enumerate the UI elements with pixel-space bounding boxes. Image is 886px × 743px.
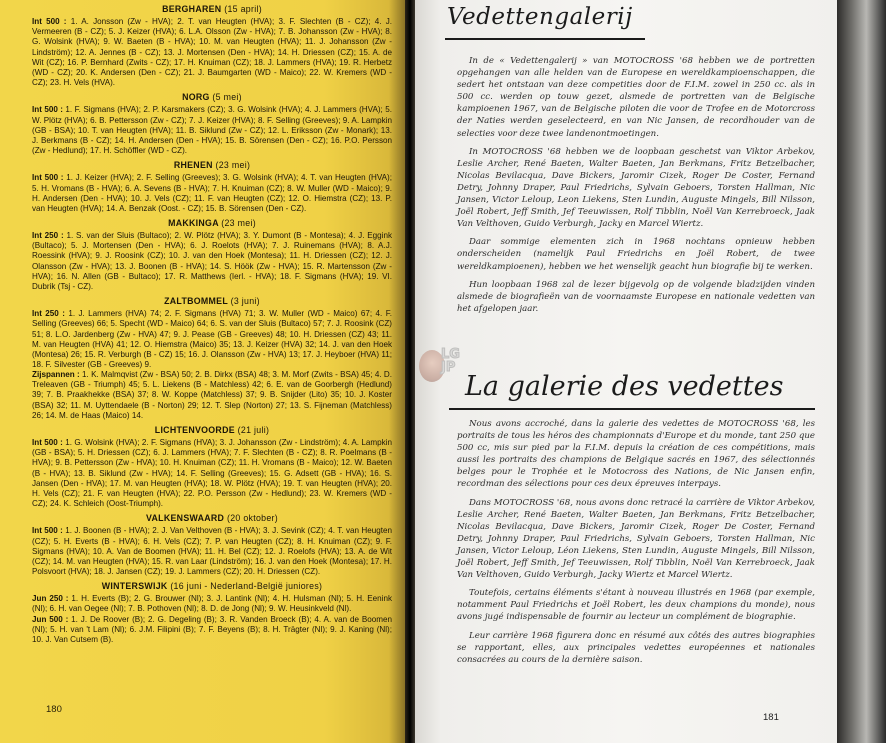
race-section [32, 160, 392, 214]
race-venue: NORG [182, 92, 210, 103]
race-venue: WINTERSWIJK [101, 581, 168, 592]
body-dutch [457, 55, 815, 321]
body-paragraph: Dans MOTOCROSS '68, nous avons donc retracé la carrière de Viktor Arbekov, Leslie Archer, René Baeten, Walter Baeten, Jan Berkmans, Fritz Betzelbacher, Nicolas Bevilacqua, Dave Bickers, Jaromir Cizek, Roger De Coster, Fernand Detry, Johnny Draper, Paul Friedrichs, Sylvain Geboers, Torsten Hallman, Nic Jansen, Victor Leloup, Léon Liekens, Sten Lundin, Auguste Mingels, Bill Nilsson, Joël Robert, Jeff Smith, Jef Teeuwissen, Rolf Tibblin, Noël Van Kerrebroeck, Jaak Van Velthoven, Guido Verburgh, Jacky Wiertz et Marcel Wiertz. [457, 497, 815, 581]
race-heading [32, 513, 392, 523]
race-date: (23 mei) [221, 217, 256, 228]
race-date: (21 juli) [237, 424, 270, 435]
result-text: 1. A. Jonsson (Zw - HVA); 2. T. van Heugten (HVA); 3. F. Slechten (B - CZ); 4. J. Vermeeren (B - CZ); 5. J. Keizer (HVA); 6. L.A. Olsson (Zw - HVA); 7. B. Johansson (Zw - HVA); 8. G. Wolsink (HVA); 9. W. Baeten (B - HVA); 10. M. van Heugten (HVA); 11. J. Johansson (Zw - Lindström); 12. A. Jennes (B - CZ); 13. J. Mortensen (Den - HVA); 14. H. Driessen (CZ); 15. A. de Wit (CZ); 16. P. Bernhard (Zwits - CZ); 17. H. Knuiman (CZ); 18. J. Lammers (HVA); 19. R. Herbetz (WD - CZ); 20. K. Andersen (Den - CZ); 21. J. Baumgarten (WD - Maico); 22. W. Kremers (WD - CZ); 23. H. Vels (HVA). [32, 17, 392, 88]
result-text: 1. J. De Roover (B); 2. G. Degeling (B); 3. R. Vanden Broeck (B); 4. A. van de Boomen (Nl); 5. H. van 't Lam (Nl); 6. J.M. Filipini (B); 7. F. Beyens (B); 8. H. Trägter (Nl); 9. J. Kaning (Nl); 10. J. Van Cutsem (B). [32, 614, 392, 644]
page-number-left: 180 [46, 704, 62, 715]
result-text: 1. J. Lammers (HVA) 74; 2. F. Sigmans (HVA) 71; 3. W. Muller (WD - Maico) 67; 4. F. Selling (Greeves) 66; 5. Specht (WD - Maico) 64; 6. S. van der Sluis (Bultaco) 57; 7. J. Roosink (CZ) 51; 8. L.O. Jardenberg (Zw - HVA) 47; 9. J. Pease (GB - Greeves) 48; 10. H. Driessen (CZ) 43; 11. M. van Heugten (HVA) 41; 12. O. Hiemstra (Maico) 35; 13. J. Keizer (HVA) 32; 14. J. van den Hoek (Montesa) 26; 15. R. Verburgh (B - CZ) 15; 16. J. Olansson (Zw - HVA) 13; 17. J. Heyboer (HVA) 11; 18. F. Silvester (GB - Greeves) 9. [32, 309, 392, 369]
race-heading [32, 581, 392, 591]
race-heading [32, 425, 392, 435]
title-dutch: Vedettengalerij [447, 4, 633, 30]
body-french [457, 418, 815, 672]
body-paragraph: Toutefois, certains éléments s'étant à nouveau illustrés en 1968 (par exemple, notamment Paul Friedrichs et Joël Robert, les deux champions du monde), nous avons jugé indispensable de fournir au lecteur un complément de biographie. [457, 588, 815, 623]
race-date: (3 juni) [230, 296, 260, 307]
race-date: (20 oktober) [226, 513, 278, 524]
title-underline-dutch [445, 38, 645, 40]
body-paragraph: Hun loopbaan 1968 zal de lezer bijgevolg op de volgende bladzijden vinden alsmede de biografieën van de voornaamste Europese en nationale vedetten van het afgelopen jaar. [457, 279, 815, 314]
result-text: 1. G. Wolsink (HVA); 2. F. Sigmans (HVA); 3. J. Johansson (Zw - Lindström); 4. A. Lampkin (GB - BSA); 5. H. Driessen (CZ); 6. J. Lammers (HVA); 7. F. Slechten (B - CZ); 8. R. Poelmans (B - HVA); 9. B. Pettersson (Zw - HVA); 10. H. Knuiman (CZ); 11. H. Vromans (B - Maico); 12. W. Baeten (B - HVA); 13. B. Siklund (Zw - HVA); 14. F. Selling (Greeves); 15. G. Adsett (GB - HVA); 16. S. Jansen (Den - HVA); 17. M. van Heugten (HVA); 18. W. Plötz (HVA); 19. T. van Heugten (HVA); 20. H. Vels (CZ); 21. F. van Heugten (HVA); 22. P.O. Persson (Zw - Hedlund); 23. W. Kremers (WD - CZ); 24. K. Schleich (Oost-Triumph). [32, 438, 392, 509]
race-venue: MAKKINGA [168, 217, 219, 228]
race-section [32, 296, 392, 421]
race-venue: ZALTBOMMEL [164, 296, 228, 307]
race-result [32, 105, 392, 156]
class-label: Int 250 : [32, 309, 65, 319]
class-label: Jun 500 : [32, 614, 69, 624]
left-page [0, 0, 405, 743]
race-section [32, 425, 392, 509]
result-text: 1. J. Boonen (B - HVA); 2. J. Van Velthoven (B - HVA); 3. J. Sevink (CZ); 4. T. van Heugten (CZ); 5. H. Everts (B - HVA); 6. H. Vels (CZ); 7. P. van Heugten (CZ); 8. H. Knuiman (CZ); 9. F. Sigmans (HVA); 10. A. Van de Boomen (HVA); 11. H. Bel (CZ); 12. J. Roelofs (HVA); 13. A. de Wit (CZ); 14. M. van Heugten (HVA); 15. R. van Laar (Lindström); 16. J. van den Hoek (Montesa); 17. H. Polsvoort (HVA); 18. J. Jansen (CZ); 19. J. Lammers (CZ); 20. H. Driessen (CZ). [32, 526, 392, 576]
page-number-right: 181 [763, 712, 779, 723]
race-venue: LICHTENVOORDE [154, 424, 235, 435]
body-paragraph: Leur carrière 1968 figurera donc en résumé aux côtés des autres biographies se rapportant, elles, aux principales vedettes européennes et nationales consacrées au cours de la dernière saison. [457, 630, 815, 665]
race-venue: VALKENSWAARD [146, 513, 225, 524]
race-section [32, 92, 392, 156]
body-paragraph: In MOTOCROSS '68 hebben we de loopbaan geschetst van Viktor Arbekov, Leslie Archer, René Baeten, Walter Baeten, Jan Berkmans, Fritz Betzelbacher, Nicolas Bevilacqua, Dave Bickers, Jaromir Cizek, Roger De Coster, Fernand Detry, Johnny Draper, Paul Friedrichs, Sylvain Geboers, Torsten Hallman, Nic Jansen, Victor Leloup, Leon Liekens, Sten Lundin, Auguste Mingels, Bill Nilsson, Joël Robert, Jeff Smith, Jef Teeuwissen, Rolf Tibblin, Noël Van Kerrebroeck, Jaak Van Velthoven, Guido Verburgh, Jacky en Marcel Wiertz. [457, 146, 815, 230]
race-result [32, 438, 392, 509]
race-heading [32, 92, 392, 102]
race-date: (16 juni - Nederland-België juniores) [170, 581, 323, 592]
race-venue: RHENEN [173, 160, 213, 171]
race-result [32, 370, 392, 421]
book-edge [837, 0, 886, 743]
class-label: Int 500 : [32, 105, 63, 115]
race-result [32, 173, 392, 214]
race-result [32, 309, 392, 370]
results-list [32, 2, 392, 649]
race-heading [32, 296, 392, 306]
book-gutter [405, 0, 415, 743]
race-date: (15 april) [224, 4, 262, 14]
race-heading [32, 4, 392, 14]
race-date: (5 mei) [212, 92, 242, 103]
right-page [415, 0, 837, 743]
stamp-logo: LG JP [441, 347, 460, 375]
race-result [32, 231, 392, 292]
race-result [32, 615, 392, 645]
body-paragraph: Nous avons accroché, dans la galerie des vedettes de MOTOCROSS '68, les portraits de tous les héros des championnats d'Europe et du monde, tant 250 que 500 cc, mis sur pied par la F.I.M. depuis la création de ces compétitions, mais aussi les portraits des champions de Belgique sacrés en 1967, des sélectionnés belges pour le Trophée et le Motocross des Nations, de Nic Jansen enfin, recordman des sélections pour ces deux épreuves interpays. [457, 419, 815, 490]
result-text: 1. J. Keizer (HVA); 2. F. Selling (Greeves); 3. G. Wolsink (HVA); 4. T. van Heugten (HVA); 5. H. Vromans (B - HVA); 6. A. Sevens (B - HVA); 7. H. Knuiman (CZ); 8. W. Muller (WD - Maico); 9. H. Andersen (Den - HVA); 10. J. Vels (CZ); 11. F. van Heugten (CZ); 12. O. Hiemstra (CZ); 13. P. van Heugten (HVA); 14. A. Benzak (Oost. - CZ); 15. B. Sörensen (Den - CZ). [32, 173, 393, 213]
class-label: Int 250 : [32, 231, 64, 241]
class-label: Int 500 : [32, 526, 63, 536]
class-label: Jun 250 : [32, 594, 69, 604]
class-label: Int 500 : [32, 173, 64, 183]
race-result [32, 594, 392, 614]
result-text: 1. S. van der Sluis (Bultaco); 2. W. Plötz (HVA); 3. Y. Dumont (B - Montesa); 4. J. Eggink (Bultaco); 5. J. Mortensen (Den - HVA); 6. J. Roelots (HVA); 7. J. Ruinemans (HVA); 8. A.J. Roessink (HVA); 9. J. Roosink (CZ); 10. J. van den Hoek (Montesa); 11. H. Driessen (CZ); 12. J. Olansson (Zw - HVA); 13. J. Boonen (B - HVA); 14. S. Höök (Zw - HVA); 15. R. Martensson (Zw - HVA); 16. N. Allen (GB - Bultaco); 17. R. Matthews (Ierl. - HVA); 18. F. Sigmans (HVA); 19. VI. Dubrik (Tsj - CZ). [32, 231, 392, 291]
body-paragraph: Daar sommige elementen zich in 1968 nochtans opnieuw hebben onderscheiden (namelijk Paul Friedrichs en Joël Robert, de twee wereldkampioenen), hebben we het wenselijk geacht hun biografie bij te werken. [457, 237, 815, 272]
race-date: (23 mei) [215, 160, 251, 171]
race-result [32, 526, 392, 577]
body-paragraph: In de « Vedettengalerij » van MOTOCROSS '68 hebben we de portretten opgehangen van alle helden van de Europese en wereldkampioenschappen, die sedert het ontstaan van deze competities door de F.I.M. zowel in 250 cc. als in 500 cc. werden op touw gezet, alsmede de portretten van de Belgische kampioenen 1967, van de Belgische piloten die voor de Trofee en de Motorcross der Naties werden geselecteerd, en van Nic Jansen, de recordhouder van de selecties voor deze twee landenontmoetingen. [457, 56, 815, 139]
race-result [32, 17, 392, 88]
class-label: Int 500 : [32, 17, 67, 27]
class-label: Zijspannen : [32, 370, 80, 380]
race-venue: BERGHAREN [162, 4, 222, 14]
title-underline-french [449, 408, 815, 410]
race-heading [32, 218, 392, 228]
race-section [32, 218, 392, 292]
result-text: 1. K. Malmqvist (Zw - BSA) 50; 2. B. Dirkx (BSA) 48; 3. M. Morf (Zwits - BSA) 45; 4. D. Treleaven (GB - Triumph) 45; 5. L. Liekens (B - Matchless) 42; 6. E. van de Goorbergh (Hedlund) 39; 7. B. Praakhekke (BSA) 37; 8. W. Koppe (Matchless) 37; 9. B. Snijder (Lito) 35; 10. J. Koster (BSA) 32; 11. M. Uyttendaele (B - Norton) 29; 12. T. Slep (Norton) 27; 13. S. Fijneman (Matchless) 26; 14. M. de Haas (Maico) 14. [32, 370, 392, 420]
race-section [32, 581, 392, 645]
result-text: 1. F. Sigmans (HVA); 2. P. Karsmakers (CZ); 3. G. Wolsink (HVA); 4. J. Lammers (HVA); 5. W. Plötz (HVA); 6. B. Pettersson (Zw - CZ); 7. J. Keizer (HVA); 8. F. Selling (Greeves); 9. A. Lampkin (GB - BSA); 10. T. van Heugten (HVA); 11. B. Siklund (Zw - CZ); 12. L. Eriksson (Zw - Monark); 13. J. Berkmans (B - CZ); 14. H. Andersen (Den - HVA); 15. B. Sörensen (Den - CZ); 16. P.O. Persson (Zw - Hedlund); 17. H. Schöffler (WD - CZ). [32, 105, 392, 156]
class-label: Int 500 : [32, 438, 63, 448]
race-heading [32, 160, 392, 170]
result-text: 1. H. Everts (B); 2. G. Brouwer (Nl); 3. J. Lantink (Nl); 4. H. Hulsman (Nl); 5. H. Eenink (Nl); 6. H. van Oegee (Nl); 7. B. Pothoven (Nl); 8. D. de Jong (Nl); 9. W. Heusinkveld (Nl). [32, 594, 393, 614]
race-section [32, 4, 392, 88]
title-french: La galerie des vedettes [465, 371, 784, 402]
race-section [32, 513, 392, 577]
